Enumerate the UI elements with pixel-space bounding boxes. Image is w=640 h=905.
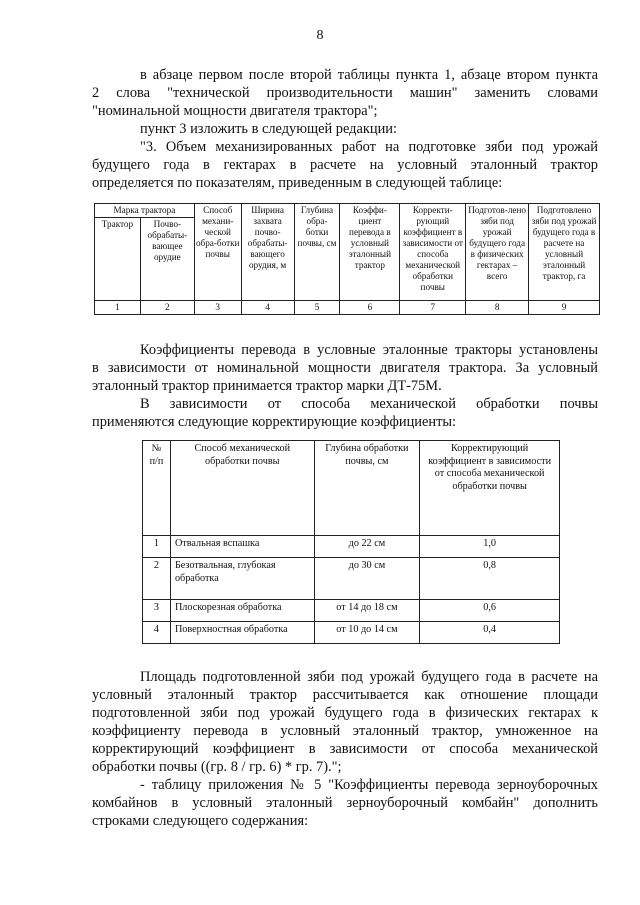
row-number: 1 <box>143 536 171 558</box>
header-physical-hectares: Подготов-лено зяби под урожай будущего года в физических гектарах – всего <box>466 204 529 301</box>
header-tractor: Трактор <box>95 218 141 301</box>
tractor-table <box>94 203 600 315</box>
area-paragraph <box>92 668 598 830</box>
row-coefficient: 0,8 <box>420 558 560 600</box>
header-conditional-hectares: Подготовлено зяби под урожай будущего года в расчете на условный эталонный трактор, га <box>529 204 600 301</box>
column-number: 9 <box>529 301 600 315</box>
text-line: условный эталонный трактор рассчитывается как отношение площади <box>92 687 598 703</box>
text-line: обработки почвы ((гр. 8 / гр. 6) * гр. 7)."; <box>92 759 342 775</box>
page-number: 8 <box>316 28 324 43</box>
column-number: 7 <box>400 301 466 315</box>
header-method: Способ механической обработки почвы <box>170 441 314 536</box>
text-line: комбайнов в условный эталонный зерноуборочный комбайн" дополнить <box>92 795 598 811</box>
text-line: в абзаце первом после второй таблицы пункта 1, абзаце втором пункта <box>140 67 598 83</box>
column-number: 6 <box>340 301 400 315</box>
column-number: 5 <box>294 301 340 315</box>
text-line: коэффициенту перевода в условный эталонный трактор, умноженное на <box>92 723 598 739</box>
row-coefficient: 0,6 <box>420 600 560 622</box>
row-depth: от 14 до 18 см <box>314 600 420 622</box>
text-line: эталонный трактор принимается трактор марки ДТ-75М. <box>92 378 442 394</box>
text-line: подготовленной зяби под урожай будущего года в физических гектарах к <box>92 705 598 721</box>
row-method: Безотвальная, глубокая обработка <box>170 558 314 600</box>
header-correction-coef: Корректи-рующий коэффициент в зависимости от способа механической обработки почвы <box>400 204 466 301</box>
text-line: - таблицу приложения № 5 "Коэффициенты перевода зерноуборочных <box>140 777 598 793</box>
row-method: Плоскорезная обработка <box>170 600 314 622</box>
row-coefficient: 1,0 <box>420 536 560 558</box>
text-line: строками следующего содержания: <box>92 813 309 829</box>
column-number: 1 <box>95 301 141 315</box>
text-line: "номинальной мощности двигателя трактора"; <box>92 103 378 119</box>
header-depth: Глубина обра-ботки почвы, см <box>294 204 340 301</box>
correction-coefficients-table <box>142 440 560 644</box>
row-depth: до 22 см <box>314 536 420 558</box>
header-conversion-coef: Коэффи-циент перевода в условный эталонный трактор <box>340 204 400 301</box>
text-line: в зависимости от номинальной мощности двигателя трактора. За условный <box>92 360 598 376</box>
header-width: Ширина захвата почво-обрабаты-вающего орудия, м <box>241 204 294 301</box>
row-method: Отвальная вспашка <box>170 536 314 558</box>
text-line: 2 слова "технической производительности машин" заменить словами <box>92 85 598 101</box>
text-line: применяются следующие корректирующие коэффициенты: <box>92 414 457 430</box>
row-depth: до 30 см <box>314 558 420 600</box>
text-line: "3. Объем механизированных работ на подготовке зяби под урожай <box>140 139 598 155</box>
row-number: 2 <box>143 558 171 600</box>
row-depth: от 10 до 14 см <box>314 622 420 644</box>
header-tractor-brand: Марка трактора <box>95 204 195 218</box>
header-implement: Почво-обрабаты-вающее орудие <box>140 218 194 301</box>
text-line: Площадь подготовленной зяби под урожай будущего года в расчете на <box>140 669 598 685</box>
text-line: пункт 3 изложить в следующей редакции: <box>140 121 397 137</box>
text-line: корректирующий коэффициент в зависимости от способа механической <box>92 741 598 757</box>
row-number: 3 <box>143 600 171 622</box>
text-line: Коэффициенты перевода в условные эталонные тракторы установлены <box>140 342 598 358</box>
row-number: 4 <box>143 622 171 644</box>
text-line: В зависимости от способа механической обработки почвы <box>140 396 598 412</box>
header-number: № п/п <box>143 441 171 536</box>
header-depth: Глубина обработки почвы, см <box>314 441 420 536</box>
text-line: будущего года в гектарах в расчете на условный эталонный трактор <box>92 157 598 173</box>
column-number: 3 <box>194 301 241 315</box>
header-coefficient: Корректирующий коэффициент в зависимости от способа механической обработки почвы <box>420 441 560 536</box>
column-number: 8 <box>466 301 529 315</box>
text-line: определяется по показателям, приведенным в следующей таблице: <box>92 175 503 191</box>
intro-paragraph <box>92 66 598 192</box>
header-method: Способ механи-ческой обра-ботки почвы <box>194 204 241 301</box>
coefficient-paragraph <box>92 341 598 431</box>
column-number: 2 <box>140 301 194 315</box>
row-coefficient: 0,4 <box>420 622 560 644</box>
row-method: Поверхностная обработка <box>170 622 314 644</box>
column-number: 4 <box>241 301 294 315</box>
